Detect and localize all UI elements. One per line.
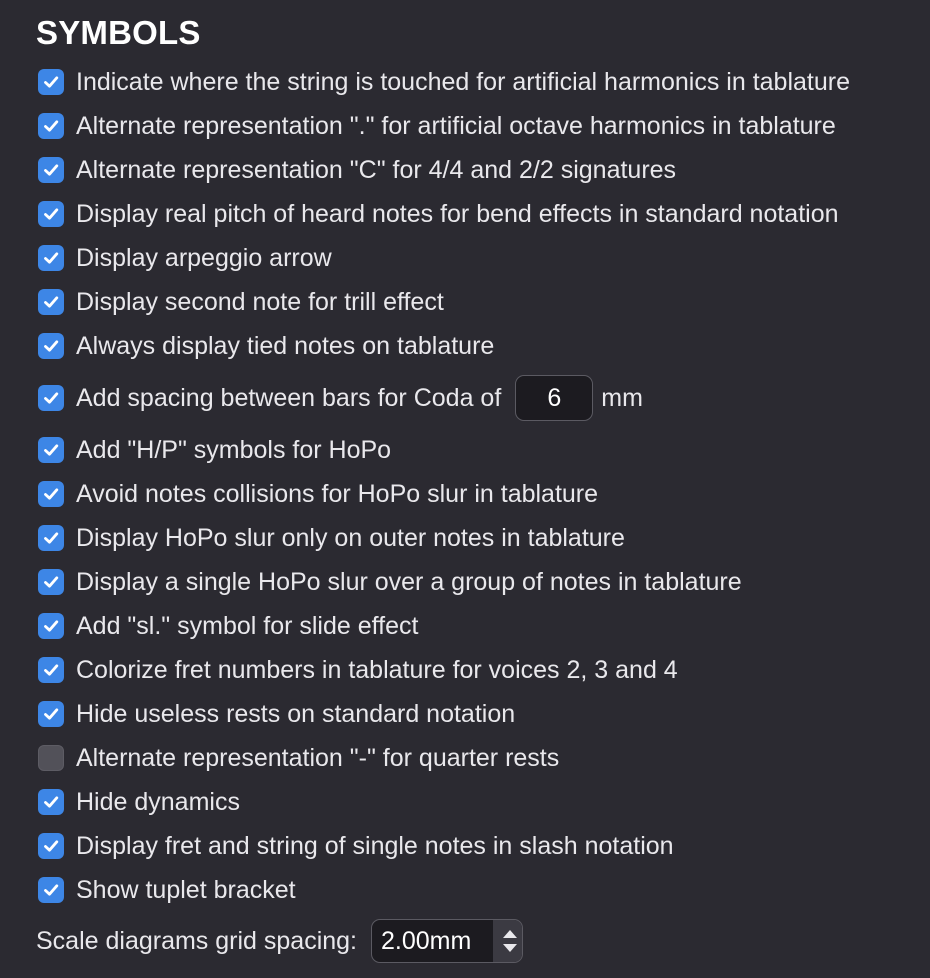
checkbox[interactable] [38,833,64,859]
option-quarter-rest-dash [38,742,559,774]
checkbox[interactable] [38,657,64,683]
checkmark-icon [42,441,60,459]
checkmark-icon [42,661,60,679]
checkmark-icon [42,529,60,547]
option-hopo-collisions [38,478,598,510]
option-label: Alternate representation "C" for 4/4 and 2/2 signatures [76,155,677,184]
checkbox[interactable] [38,877,64,903]
checkbox[interactable] [38,157,64,183]
option-hide-useless-rests [38,698,515,730]
checkbox[interactable] [38,789,64,815]
scale-grid-spacing-label: Scale diagrams grid spacing: [36,926,357,955]
option-colorize-fret-numbers [38,654,678,686]
option-label: Add "H/P" symbols for HoPo [76,435,392,464]
option-label: Display a single HoPo slur over a group of notes in tablature [76,567,742,596]
option-octave-harmonics-dot [38,110,836,142]
option-label: Display arpeggio arrow [76,243,332,272]
option-label: Add spacing between bars for Coda of [76,383,502,412]
checkmark-icon [42,573,60,591]
option-trill-second-note [38,286,444,318]
option-bend-real-pitch [38,198,839,230]
checkmark-icon [42,337,60,355]
option-tied-notes-tablature [38,330,494,362]
option-label: Display real pitch of heard notes for bend effects in standard notation [76,199,839,228]
checkbox[interactable] [38,333,64,359]
option-label: Display HoPo slur only on outer notes in tablature [76,523,625,552]
option-coda-spacing [38,382,643,414]
option-label: Always display tied notes on tablature [76,331,495,360]
chevron-down-icon[interactable] [503,944,517,952]
checkmark-icon [42,249,60,267]
checkmark-icon [42,161,60,179]
option-label: Alternate representation "." for artificial octave harmonics in tablature [76,111,836,140]
checkmark-icon [42,389,60,407]
checkmark-icon [42,293,60,311]
checkbox[interactable] [38,201,64,227]
option-label: Indicate where the string is touched for artificial harmonics in tablature [76,67,850,96]
checkbox[interactable] [38,613,64,639]
option-label: Show tuplet bracket [76,875,296,904]
chevron-up-icon[interactable] [503,930,517,938]
option-label: Hide dynamics [76,787,240,816]
option-c-signature [38,154,676,186]
checkmark-icon [42,617,60,635]
checkbox[interactable] [38,69,64,95]
coda-spacing-input[interactable] [515,375,593,421]
option-label: Avoid notes collisions for HoPo slur in tablature [76,479,599,508]
option-harmonics-touch [38,66,850,98]
section-title: SYMBOLS [36,14,201,51]
checkmark-icon [42,117,60,135]
option-label: Hide useless rests on standard notation [76,699,516,728]
option-hopo-outer-notes [38,522,625,554]
checkbox[interactable] [38,245,64,271]
option-label: Display fret and string of single notes in slash notation [76,831,674,860]
checkmark-icon [42,881,60,899]
checkbox[interactable] [38,113,64,139]
checkmark-icon [42,837,60,855]
option-label: Colorize fret numbers in tablature for voices 2, 3 and 4 [76,655,678,684]
checkmark-icon [42,793,60,811]
scale-grid-spacing-input[interactable] [372,920,493,962]
checkbox[interactable] [38,481,64,507]
coda-spacing-unit: mm [601,383,643,412]
checkbox[interactable] [38,569,64,595]
option-hide-dynamics [38,786,240,818]
checkbox[interactable] [38,385,64,411]
checkmark-icon [42,205,60,223]
checkbox[interactable] [38,745,64,771]
option-slash-notation-fret [38,830,674,862]
option-hp-symbols [38,434,391,466]
checkbox[interactable] [38,289,64,315]
checkmark-icon [42,705,60,723]
scale-grid-spacing-stepper [371,919,523,963]
scale-grid-spacing-row [36,918,523,964]
checkmark-icon [42,485,60,503]
option-label: Display second note for trill effect [76,287,444,316]
option-tuplet-bracket [38,874,296,906]
option-hopo-single-slur [38,566,742,598]
checkbox[interactable] [38,701,64,727]
option-slide-symbol [38,610,418,642]
checkmark-icon [42,73,60,91]
option-label: Add "sl." symbol for slide effect [76,611,419,640]
stepper-arrows [493,920,523,962]
checkbox[interactable] [38,437,64,463]
option-label: Alternate representation "-" for quarter rests [76,743,560,772]
option-arpeggio-arrow [38,242,332,274]
checkbox[interactable] [38,525,64,551]
